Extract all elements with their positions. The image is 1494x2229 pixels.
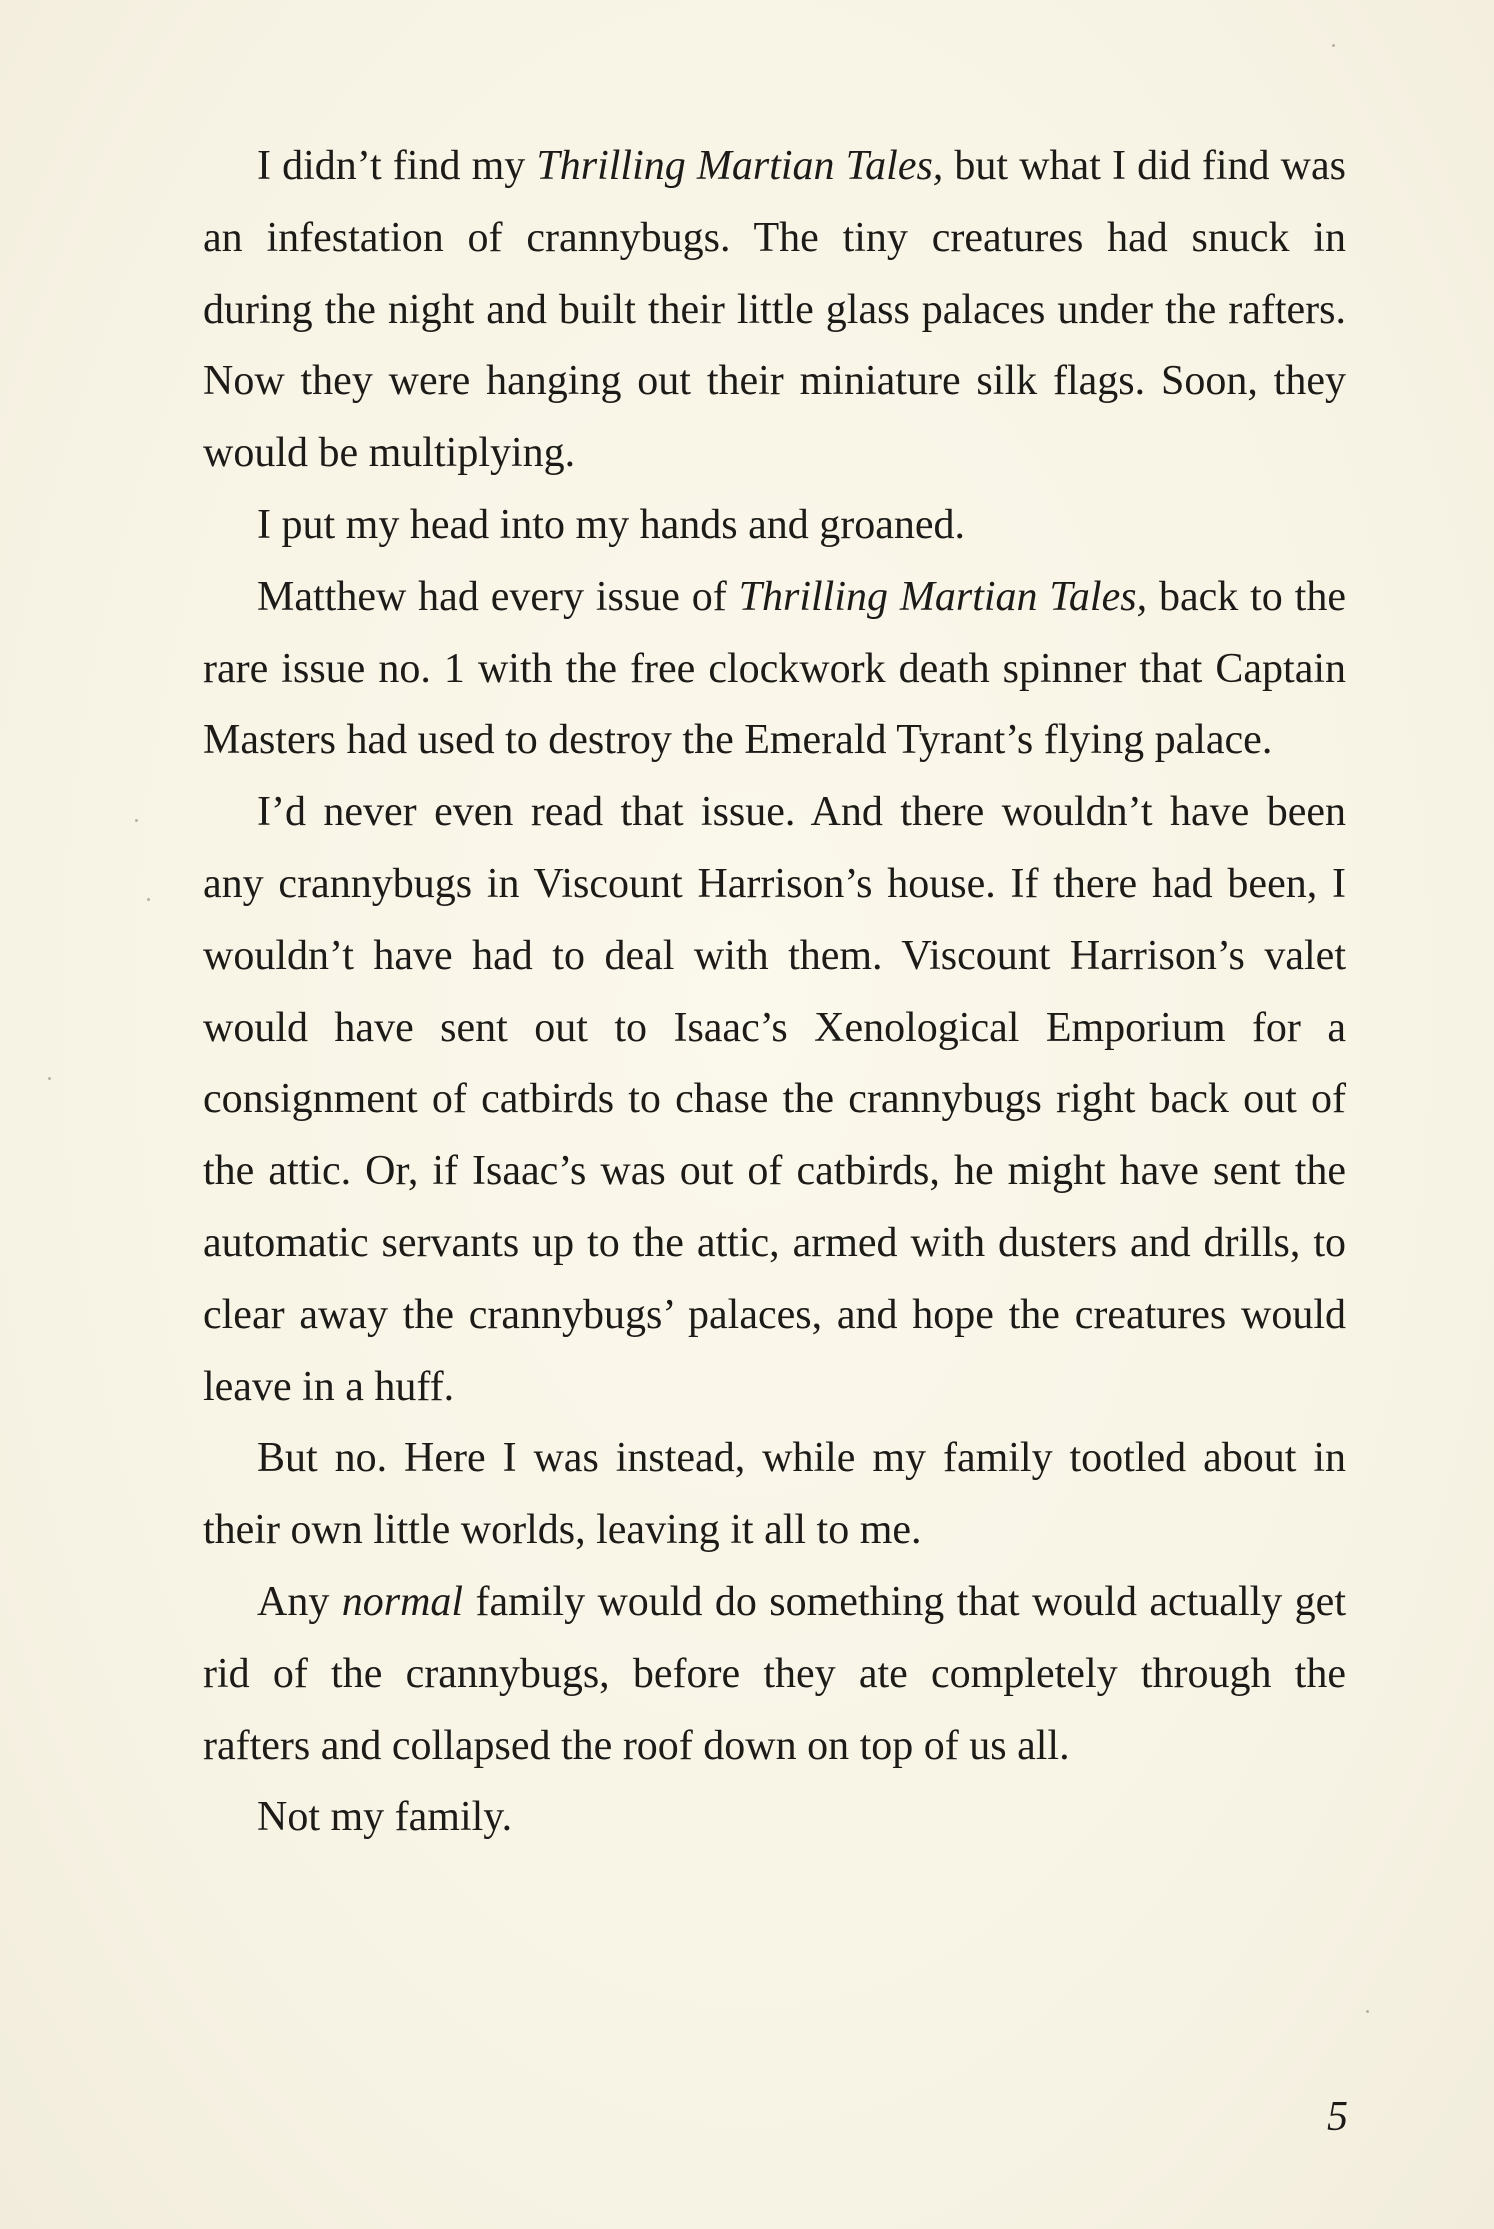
paper-speck [135, 819, 138, 822]
paragraph-4: I’d never even read that issue. And there wouldn’t have been any crannybugs in Viscount Harrison’s house. If there had been, I wouldn’t have had to deal with them. Viscount Harrison’s valet would have sent out to Isaac’s Xenological Emporium for a consignment of catbirds to chase the crannybugs right back out of the attic. Or, if Isaac’s was out of catbirds, he might have sent the automatic servants up to the attic, armed with dusters and drills, to clear away the crannybugs’ palaces, and hope the creatures would leave in a huff. [203, 789, 1346, 1410]
paragraph-5: But no. Here I was instead, while my family tootled about in their own little worlds, leaving it all to me. [203, 1435, 1346, 1554]
paragraph-6: Any normal family would do something that would actually get rid of the crannybugs, before they ate completely through the rafters and collapsed the roof down on top of us all. [203, 1578, 1346, 1769]
paper-speck [1366, 2010, 1369, 2013]
paper-speck [1332, 44, 1335, 47]
paragraph-1: I didn’t find my Thrilling Martian Tales, but what I did find was an infestation of crannybugs. The tiny creatures had snuck in during the night and built their little glass palaces under the rafters. Now they were hanging out their miniature silk flags. Soon, they would be multiplying. [203, 143, 1346, 477]
book-title: Thrilling Martian Tales, [536, 143, 944, 189]
paragraph-2: I put my head into my hands and groaned. [257, 501, 966, 548]
book-title: Thrilling Martian Tales, [738, 573, 1148, 620]
paper-speck [147, 898, 150, 901]
paragraph-7: Not my family. [257, 1794, 513, 1841]
paper-speck [48, 1077, 51, 1080]
paragraph-3: Matthew had every issue of Thrilling Martian Tales, back to the rare issue no. 1 with the free clockwork death spinner that Captain Masters had used to destroy the Emerald Tyrant’s flying palace. [203, 573, 1346, 764]
emphasis-word: normal [341, 1578, 464, 1625]
body-text [203, 131, 1346, 1854]
page-number: 5 [1327, 2094, 1348, 2140]
